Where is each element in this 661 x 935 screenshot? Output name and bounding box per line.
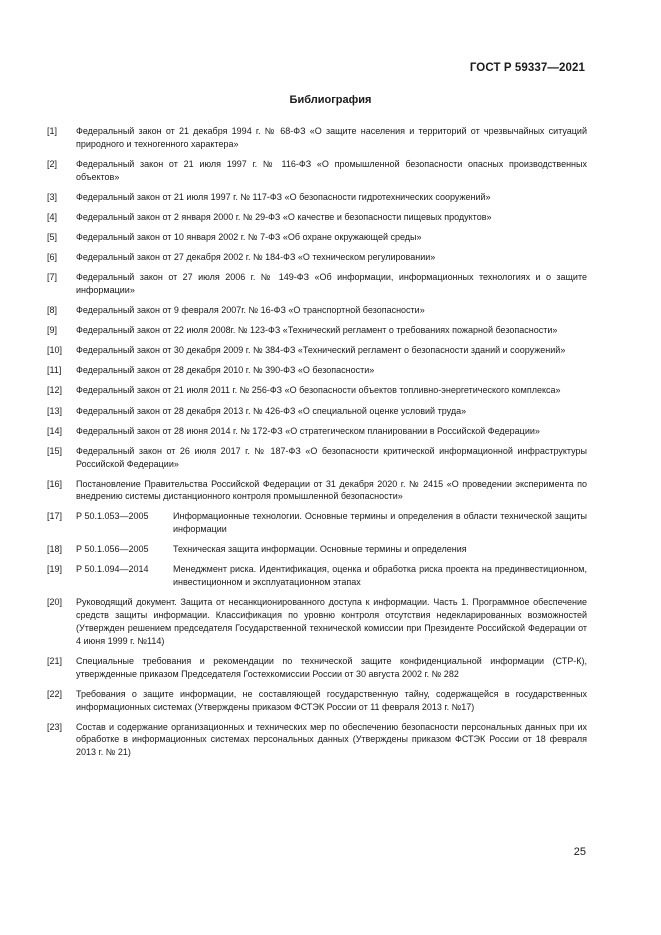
reference-number: [4]	[47, 211, 58, 222]
reference-13	[47, 405, 587, 418]
reference-21	[47, 655, 587, 681]
reference-7	[47, 271, 587, 297]
reference-19	[47, 563, 587, 589]
reference-text: Федеральный закон от 26 июля 2017 г. № 187-ФЗ «О безопасности критической информационной инфраструктуры Российской Федерации»	[76, 445, 587, 469]
reference-text: Федеральный закон от 21 декабря 1994 г. № 68-ФЗ «О защите населения и территорий от чрезвычайных ситуаций природного и техногенного характера»	[76, 126, 587, 149]
reference-number: [22]	[47, 688, 63, 699]
reference-12	[47, 384, 587, 397]
reference-number: [12]	[47, 385, 63, 396]
reference-15	[47, 445, 587, 471]
reference-text: Федеральный закон от 28 декабря 2013 г. № 426-ФЗ «О специальной оценке условий труда»	[76, 405, 467, 416]
reference-text: Федеральный закон от 27 декабря 2002 г. № 184-ФЗ «О техническом регулировании»	[76, 252, 436, 263]
reference-8	[47, 304, 587, 317]
reference-9	[47, 324, 587, 337]
reference-text: Постановление Правительства Российской Федерации от 31 декабря 2020 г. № 2415 «О проведении эксперимента по внедрению системы дистанционного контроля промышленной безопасности»	[76, 478, 587, 502]
reference-text: Техническая защита информации. Основные термины и определения	[173, 544, 467, 555]
reference-number: [21]	[47, 655, 63, 666]
reference-standard-code: Р 50.1.094—2014	[76, 564, 149, 575]
reference-23	[47, 721, 587, 759]
reference-text: Менеджмент риска. Идентификация, оценка и обработка риска проекта на прединвестиционном, инвестиционном и эксплуатационном этапах	[173, 564, 587, 588]
reference-number: [5]	[47, 231, 58, 242]
reference-number: [3]	[47, 191, 58, 202]
reference-number: [7]	[47, 272, 58, 283]
reference-text: Федеральный закон от 21 июля 1997 г. № 117-ФЗ «О безопасности гидротехнических сооружений»	[76, 191, 491, 202]
reference-number: [1]	[47, 126, 58, 136]
reference-3	[47, 191, 587, 204]
reference-text: Федеральный закон от 9 февраля 2007г. № 16-ФЗ «О транспортной безопасности»	[76, 305, 425, 316]
reference-number: [23]	[47, 721, 63, 732]
reference-number: [10]	[47, 345, 63, 356]
bibliography-list	[47, 125, 587, 766]
reference-text: Федеральный закон от 28 июня 2014 г. № 172-ФЗ «О стратегическом планировании в Российской Федерации»	[76, 425, 540, 436]
reference-number: [20]	[47, 597, 63, 608]
reference-16	[47, 478, 587, 504]
reference-2	[47, 158, 587, 184]
reference-number: [9]	[47, 325, 58, 336]
reference-text: Состав и содержание организационных и технических мер по обеспечению безопасности персональных данных при их обработке в информационных системах персональных данных (Утверждены приказом ФСТЭК России от 18 февраля 2013 г. № 21)	[76, 721, 587, 758]
reference-14	[47, 425, 587, 438]
reference-number: [15]	[47, 445, 63, 456]
page-title: Библиография	[289, 94, 372, 106]
reference-text: Информационные технологии. Основные термины и определения в области технической защиты информации	[173, 511, 587, 535]
reference-11	[47, 364, 587, 377]
reference-number: [16]	[47, 478, 63, 489]
reference-number: [17]	[47, 511, 63, 522]
reference-17	[47, 510, 587, 536]
reference-text: Специальные требования и рекомендации по технической защите конфиденциальной информации (СТР-К), утвержденные приказом Председателя Гостехкомиссии России от 30 августа 2002 г. № 282	[76, 655, 587, 679]
reference-5	[47, 231, 587, 244]
reference-number: [18]	[47, 544, 63, 555]
reference-text: Требования о защите информации, не составляющей государственную тайну, содержащейся в государственных информационных системах (Утверждены приказом ФСТЭК России от 11 февраля 2013 г. №17)	[76, 688, 587, 712]
reference-20	[47, 596, 587, 647]
reference-text: Федеральный закон от 21 июля 1997 г. № 116-ФЗ «О промышленной безопасности опасных производственных объектов»	[76, 158, 587, 182]
reference-6	[47, 251, 587, 264]
standard-code: ГОСТ Р 59337—2021	[469, 62, 585, 74]
reference-number: [2]	[47, 158, 58, 169]
reference-text: Федеральный закон от 10 января 2002 г. № 7-ФЗ «Об охране окружающей среды»	[76, 231, 422, 242]
reference-number: [11]	[47, 365, 62, 376]
reference-number: [19]	[47, 564, 63, 575]
reference-text: Руководящий документ. Защита от несанкционированного доступа к информации. Часть 1. Программное обеспечение средств защиты информации. Классификация по уровню контроля отсутствия недекларированных возможностей (Утвержден решением председателя Государственной технической комиссии при Президенте Российской Федерации от 4 июня 1999 г. №114)	[76, 597, 587, 646]
page-number: 25	[573, 846, 586, 858]
reference-10	[47, 344, 587, 357]
reference-1	[47, 125, 587, 151]
reference-number: [13]	[47, 405, 63, 416]
reference-number: [14]	[47, 425, 63, 436]
reference-text: Федеральный закон от 27 июля 2006 г. № 149-ФЗ «Об информации, информационных технологиях и о защите информации»	[76, 272, 587, 295]
reference-number: [6]	[47, 252, 58, 263]
reference-text: Федеральный закон от 21 июля 2011 г. № 256-ФЗ «О безопасности объектов топливно-энергетического комплекса»	[76, 385, 561, 396]
reference-4	[47, 211, 587, 224]
reference-text: Федеральный закон от 30 декабря 2009 г. № 384-ФЗ «Технический регламент о безопасности зданий и сооружений»	[76, 345, 566, 356]
reference-standard-code: Р 50.1.056—2005	[76, 544, 149, 555]
reference-text: Федеральный закон от 22 июля 2008г. № 123-ФЗ «Технический регламент о требованиях пожарной безопасности»	[76, 325, 558, 336]
reference-22	[47, 688, 587, 714]
reference-text: Федеральный закон от 2 января 2000 г. № 29-ФЗ «О качестве и безопасности пищевых продуктов»	[76, 211, 492, 222]
reference-text: Федеральный закон от 28 декабря 2010 г. № 390-ФЗ «О безопасности»	[76, 365, 375, 376]
reference-18	[47, 543, 587, 556]
reference-number: [8]	[47, 305, 58, 316]
reference-standard-code: Р 50.1.053—2005	[76, 511, 149, 522]
